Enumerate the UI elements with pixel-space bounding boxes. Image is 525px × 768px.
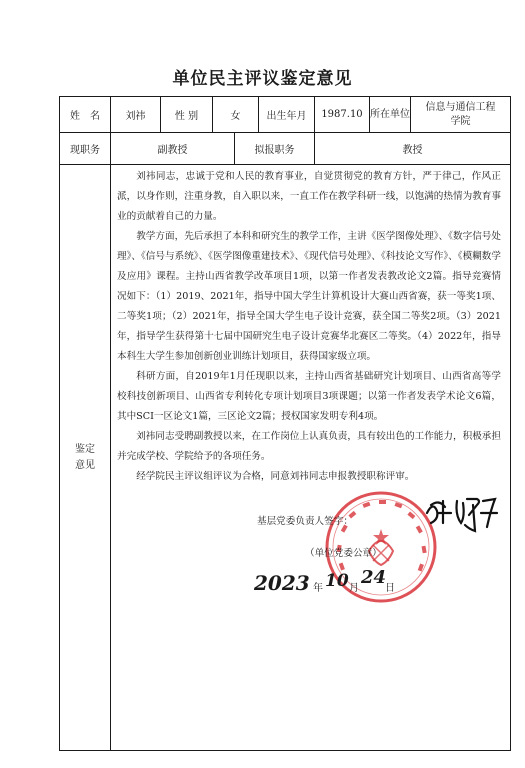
- handwritten-signature: [421, 487, 501, 537]
- unit-value: 信息与通信工程学院: [411, 97, 511, 133]
- opinion-row: [60, 165, 511, 751]
- opinion-paragraph-2: 教学方面，先后承担了本科和研究生的教学工作，主讲《医学图像处理》、《数字信号处理》、《信号与系统》、《医学图像重建技术》、《现代信号处理》、《科技论文写作》、《模糊数学及应用》课程。主持山西省教学改革项目1项，以第一作者发表教改论文2篇。指导竞赛情况如下：（1）2019、2021年，指导中国大学生计算机设计大赛山西省赛，获一等奖1项、二等奖1项；（2）2021年，指导全国大学生电子设计竞赛，获全国二等奖2项。（3）2021年，指导学生获得第十七届中国研究生电子设计竞赛华北赛区二等奖。（4）2022年，指导本科生大学生参加创新创业训练计划项目，获得国家级立项。: [117, 231, 501, 362]
- birth-value: 1987.10: [315, 97, 370, 133]
- title-row: [60, 133, 511, 165]
- page-title: 单位民主评议鉴定意见: [172, 69, 353, 89]
- date-month-handwritten: 10: [325, 571, 349, 591]
- date-year-suffix: 年: [313, 583, 323, 594]
- gender-value: 女: [213, 97, 259, 133]
- basic-info-row: [60, 97, 511, 133]
- opinion-paragraphs: [111, 165, 510, 487]
- opinion-paragraph-5: 经学院民主评议组评议为合格，同意刘祎同志申报教授职称评审。: [136, 471, 415, 482]
- opinion-label: 鉴定意见: [75, 443, 95, 471]
- evaluation-table: [59, 96, 511, 751]
- proposed-title-label: 拟报职务: [235, 133, 315, 165]
- date-month-suffix: 月: [349, 583, 359, 594]
- signature-label: 基层党委负责人签字：: [257, 516, 353, 527]
- proposed-title-value: 教授: [315, 133, 511, 165]
- birth-label: 出生年月: [259, 97, 315, 133]
- signature-area: [111, 487, 510, 617]
- name-label: 姓 名: [60, 97, 111, 133]
- date-day-handwritten: 24: [361, 567, 387, 588]
- opinion-label-cell: [60, 165, 111, 751]
- name-value: 刘祎: [111, 97, 161, 133]
- date-day-suffix: 日: [385, 583, 395, 594]
- opinion-paragraph-4: 刘祎同志受聘副教授以来，在工作岗位上认真负责，具有较出色的工作能力，积极承担并完成学校、学院给予的各项任务。: [117, 431, 501, 462]
- opinion-paragraph-3: 科研方面，自2019年1月任现职以来，主持山西省基础研究计划项目、山西省高等学校科技创新项目、山西省专利转化专项计划项目3项课题；以第一作者发表学术论文6篇，其中SCI一区论文1篇，三区论文2篇；授权国家发明专利4项。: [117, 371, 501, 422]
- current-title-value: 副教授: [111, 133, 235, 165]
- gender-label: 性 别: [161, 97, 213, 133]
- current-title-label: 现职务: [60, 133, 111, 165]
- opinion-content-cell: [111, 165, 511, 751]
- seal-note: （单位党委公章）: [305, 548, 382, 559]
- date-year-handwritten: 2023: [254, 571, 310, 595]
- opinion-paragraph-1: 刘祎同志，忠诚于党和人民的教育事业，自觉贯彻党的教育方针，严于律己，作风正派，以身作则，注重身教，自入职以来，一直工作在教学科研一线，以饱满的热情为教育事业的贡献着自己的力量。: [117, 171, 501, 222]
- unit-label: 所在单位: [370, 97, 411, 133]
